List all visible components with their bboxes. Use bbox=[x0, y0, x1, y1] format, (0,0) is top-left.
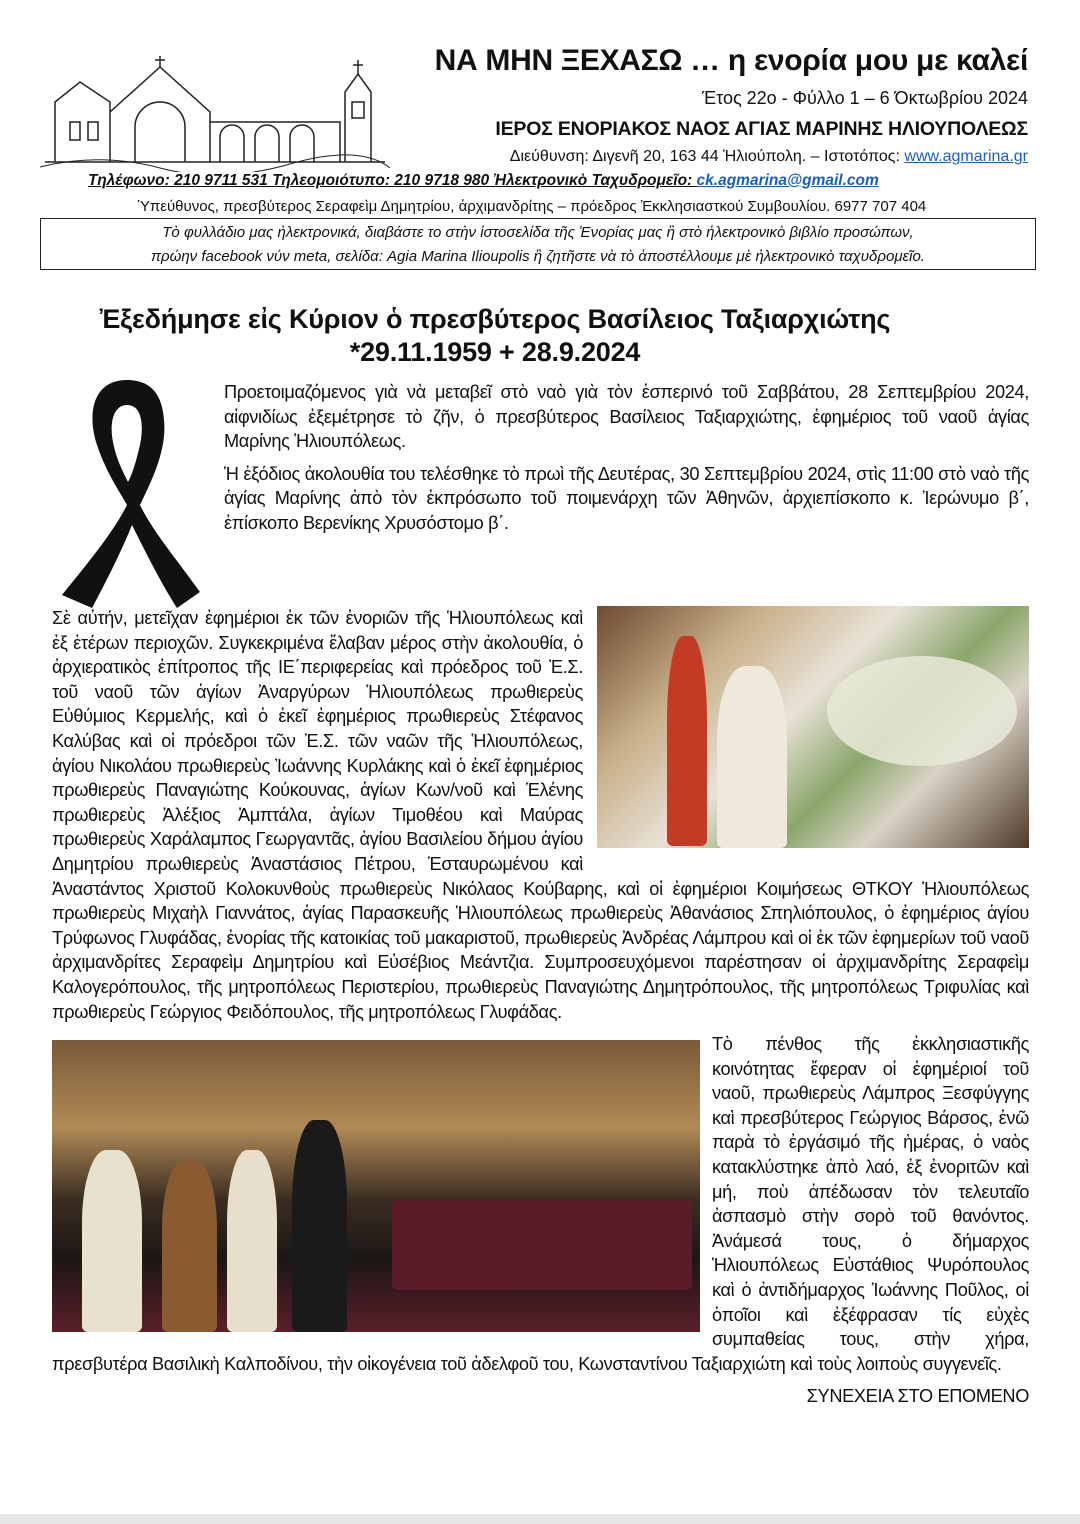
contact-line bbox=[88, 172, 879, 190]
newsletter-title: ΝΑ ΜΗΝ ΞΕΧΑΣΩ … η ενορία μου με καλεί bbox=[434, 44, 1028, 77]
article-dates: *29.11.1959 + 28.9.2024 bbox=[349, 337, 641, 367]
contact-text: Τηλέφωνο: 210 9711 531 Τηλεομοιότυπο: 210 9718 980 Ἠλεκτρονικὸ Ταχυδρομεῖο: bbox=[88, 172, 697, 189]
email-link[interactable]: ck.agmarina@gmail.com bbox=[696, 172, 879, 189]
notice-line: πρώην facebook νύν meta, σελίδα: Agia Marina Ilioupolis ἢ ζητῆστε νὰ τὸ ἀποστέλλουμε μὲ ἠλεκτρονικὸ ταχυδρομεῖο. bbox=[151, 248, 925, 265]
article-title bbox=[40, 303, 950, 369]
paragraph: Προετοιμαζόμενος γιὰ νὰ μεταβεῖ στὸ ναὸ γιὰ τὸν ἑσπερινό τοῦ Σαββάτου, 28 Σεπτεμβρίου 2024, αἰφνιδίως ἐξεμέτρησε τὸ ζῆν, ὁ πρεσβύτερος Βασίλειος Ταξιαρχιώτης, ἐφημέριος τοῦ ναοῦ ἁγίας Μαρίνης Ἡλιουπόλεως. bbox=[224, 382, 1029, 452]
continued-label: ΣΥΝΕΧΕΙΑ ΣΤΟ ΕΠΟΜΕΝΟ bbox=[806, 1386, 1029, 1407]
funeral-photo-censing bbox=[597, 606, 1029, 848]
address-text: Διεύθυνση: Διγενῆ 20, 163 44 Ἡλιούπολη. – Ιστοτόπος: bbox=[509, 148, 905, 165]
notice-box bbox=[40, 218, 1036, 270]
issue-info: Έτος 22ο - Φύλλο 1 – 6 Όκτωβρίου 2024 bbox=[701, 88, 1028, 108]
bottom-bar bbox=[0, 1514, 1080, 1524]
mourning-ribbon-icon bbox=[52, 370, 224, 606]
article-headline: Ἐξεδήμησε εἰς Κύριον ὁ πρεσβύτερος Βασίλειος Ταξιαρχιώτης bbox=[99, 304, 891, 334]
church-name: ΙΕΡΟΣ ΕΝΟΡΙΑΚΟΣ ΝΑΟΣ ΑΓΙΑΣ ΜΑΡΙΝΗΣ ΗΛΙΟΥΠΟΛΕΩΣ bbox=[495, 118, 1028, 140]
paragraph: Σὲ αὐτήν, μετεῖχαν ἐφημέριοι ἐκ τῶν ἐνοριῶν τῆς Ἡλιουπόλεως καὶ ἐξ ἑτέρων περιοχῶν. Συγκεκριμένα ἔλαβαν μέρος στὴν ἀκολουθία, ὁ ἀρχιερατικὸς ἐπίτροπος τῆς ΙΕ΄περιφερείας καὶ πρόεδρος τοῦ Ἐ.Σ. τοῦ ναοῦ τῶν ἁγίων Ἀναργύρων Ἡλιουπόλεως πρωθιερεὺς Εὐθύμιος Κερμελής, καὶ ὁ ἐκεῖ ἐφημέριος πρωθιερεὺς Στέφανος Καλύβας καὶ οἱ πρόεδροι τῶν Ἐ.Σ. τῶν ναῶν τῆς Ἡλιουπόλεως, ἁγίου Νικολάου πρωθιερεὺς Ἰωάννης Κυρλάκης καὶ ὁ ἐκεῖ ἐφημέριος πρωθιερεὺς Παναγιώτης Κούκουνας, ἁγίων Κων/νοῦ καὶ Ἑλένης πρωθιερεὺς Ἀλέξιος Ἀμπτάλα, ἁγίων Τιμοθέου καὶ Μαύρας πρωθιερεὺς Χαράλαμπος Γεωργαντᾶς, ἁγίου Βασιλείου δήμου ἁγίου Δημητρίου πρωθιερεὺς Ἀναστάσιος Πέτρου, Ἐσταυρωμένου καὶ Ἀναστάντος Χριστοῦ Κολοκυνθοὺς πρωθιερεὺς Νικόλαος Κούβαρης, καὶ οἱ ἐφημέριοι Κοιμήσεως ΘΤΚΟΥ Ἡλιουπόλεως πρωθιερεὺς Μιχαὴλ Γιαννάτος, ἁγίας Παρασκευῆς Ἡλιουπόλεως πρωθιερεὺς Ἀθανάσιος Σπηλιόπουλος, ὁ ἐφημέριος ἁγίου Τρύφωνος Γλυφάδας, ἐνορίας τῆς κατοικίας τοῦ μακαριστοῦ, πρωθιερεὺς Ἀνδρέας Λάμπρου καὶ οἱ ἐκ τῶν ἐφημερίων τοῦ ναοῦ ἀρχιμανδρίτες Σεραφεὶμ Δημητρίου καὶ Εὐσέβιος Μεάντζια. Συμπροσευχόμενοι παρέστησαν οἱ ἀρχιμανδρίτης Σεραφεὶμ Καλογερόπουλος, τῆς μητροπόλεως Περιστερίου, πρωθιερεὺς Παναγιώτης Δημητρόπουλος, τῆς μητροπόλεως Τριφυλίας καὶ πρωθιερεὺς Γεώργιος Φειδόπουλος, τῆς μητροπόλεως Γλυφάδας. bbox=[52, 608, 1029, 1022]
funeral-photo-clergy bbox=[52, 1040, 700, 1332]
responsible-line: Ὑπεύθυνος, πρεσβύτερος Σεραφεὶμ Δημητρίου, ἀρχιμανδρίτης – πρόεδρος Ἐκκλησιαστκού Συμβουλίου. 6977 707 404 bbox=[137, 198, 927, 215]
church-logo bbox=[40, 52, 390, 172]
notice-line: Τὸ φυλλάδιο μας ἠλεκτρονικά, διαβάστε το στὴν ἱστοσελίδα τῆς Ἐνορίας μας ἢ στὸ ἠλεκτρονικὸ βιβλίο προσώπων, bbox=[162, 224, 914, 241]
paragraph: Ἡ ἐξόδιος ἀκολουθία του τελέσθηκε τὸ πρωὶ τῆς Δευτέρας, 30 Σεπτεμβρίου 2024, στὶς 11:00 στὸ ναὸ τῆς ἁγίας Μαρίνης ἀπὸ τὸν ἐκπρόσωπο τοῦ ποιμενάρχη τῶν Ἀθηνῶν, ἀρχιεπίσκοπο κ. Ἰερώνυμο β΄, ἐπίσκοπο Βερενίκης Χρυσόστομο β΄. bbox=[224, 463, 1029, 533]
paragraph: Τὸ πένθος τῆς ἐκκλησιαστικῆς κοινότητας ἔφεραν οἱ ἐφημέριοί τοῦ ναοῦ, πρωθιερεὺς Λάμπρος Ξεσφύγγης καὶ πρεσβύτερος Γεώργιος Βάρσος, ἐνῶ παρὰ τὸ ἐργάσιμό τῆς ἡμέρας, ὁ ναὸς κατακλύστηκε ἀπὸ λαό, ἐξ ἐνοριτῶν καὶ μή, ποὺ ἀπέδωσαν τὸν τελευταῖο ἀσπασμὸ στὴν σορὸ τοῦ θανόντος. Ἀνάμεσά τους, ὁ δήμαρχος Ἡλιουπόλεως Εὐστάθιος Ψυρόπουλος καὶ ὁ ἀντιδήμαρχος Ἰωάννης Ποῦλος, οἱ ὁποῖοι καὶ ἐξέφρασαν τίς εὐχὲς συμπαθείας τους, στὴν χήρα, πρεσβυτέρα Βασιλικὴ Καλποδίνου, τὴν οἰκογένεια τοῦ ἀδελφοῦ του, Κωνσταντίνου Ταξιαρχιώτη καὶ τοὺς λοιποὺς συγγενεῖς. bbox=[52, 1034, 1029, 1374]
website-link[interactable]: www.agmarina.gr bbox=[904, 148, 1028, 165]
address-line bbox=[510, 148, 1028, 166]
article-body bbox=[52, 380, 1029, 1409]
